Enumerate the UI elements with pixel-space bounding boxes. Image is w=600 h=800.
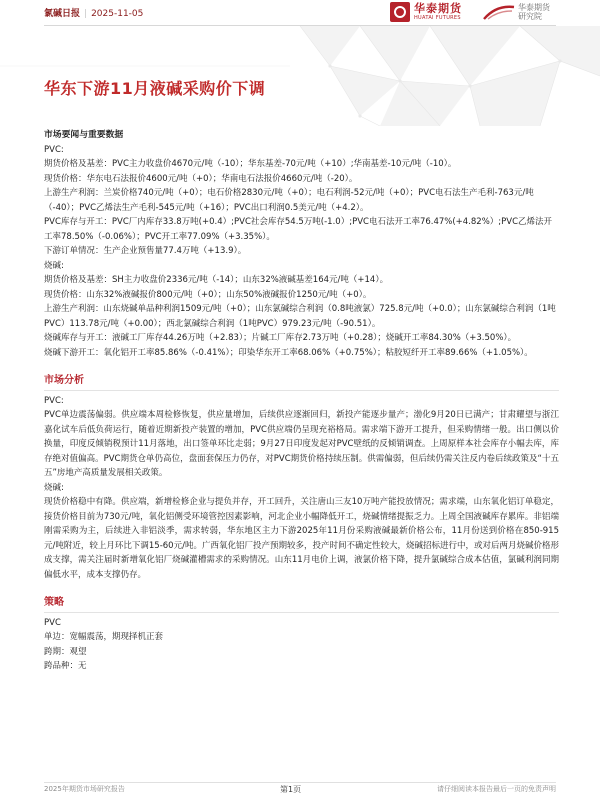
logo2-line2: 研究院 xyxy=(518,12,542,22)
page-title: 华东下游11月液碱采购价下调 xyxy=(44,79,266,98)
analysis-pvc-label: PVC: xyxy=(44,395,64,406)
report-header xyxy=(44,6,143,19)
strategy-line: 单边：宽幅震荡，期现择机正套 xyxy=(44,632,164,642)
market-news-caustic-line: 烧碱库存与开工：液碱工厂库存44.26万吨（+2.83）；片碱工厂库存2.73万吨（+0.28）；烧碱开工率84.30%（+3.50%）。 xyxy=(44,333,517,343)
report-name: 氯碱日报 xyxy=(44,9,81,19)
market-news-caustic-label: 烧碱: xyxy=(44,260,64,271)
market-news-pvc-line: 现货价格：华东电石法报价4600元/吨（+0）；华南电石法报价4660元/吨（-20）。 xyxy=(44,173,358,184)
analysis-caustic-label: 烧碱: xyxy=(44,482,64,493)
strategy-line: 跨期：观望 xyxy=(44,646,87,657)
market-news-pvc-line: 期货价格及基差：PVC主力收盘价4670元/吨（-10）；华东基差-70元/吨（+10）;华南基差-10元/吨（-10）。 xyxy=(44,159,457,169)
research-institute-logo xyxy=(482,3,550,21)
market-news-caustic-line: 现货价格：山东32%液碱报价800元/吨（+0）；山东50%液碱报价1250元/吨（+0）。 xyxy=(44,289,372,300)
logo-en-text: HUATAI FUTURES xyxy=(414,15,461,21)
market-news-pvc-label: PVC: xyxy=(44,144,64,155)
strategy-line: 跨品种：无 xyxy=(44,661,87,671)
market-news-caustic-line: 上游生产利润：山东烧碱单品种利润1509元/吨（+0）；山东氯碱综合利润（0.8吨液氯）725.8元/吨（+0.0）；山东氯碱综合利润（1吨PVC）113.78元/吨（+0.00）；西北氯碱综合利润（1吨PVC）979.23元/吨（-90.51）。 xyxy=(44,304,556,329)
market-news-caustic-line: 期货价格及基差：SH主力收盘价2336元/吨（-14）；山东32%液碱基差164元/吨（+14）。 xyxy=(44,275,389,285)
huatai-logo-icon xyxy=(390,2,410,22)
footer-divider xyxy=(44,782,556,783)
footer-disclaimer: 请仔细阅读本报告最后一页的免责声明 xyxy=(437,785,556,793)
market-news-pvc-line: PVC库存与开工：PVC厂内库存33.8万吨(+0.4）;PVC社会库存54.5万吨(-1.0）;PVC电石法开工率76.47%(+4.82%）;PVC乙烯法开工率78.50%（-0.06%）；PVC开工率77.09%（+3.35%）。 xyxy=(44,217,553,242)
analysis-caustic-paragraph: 现货价格稳中有降。供应端，新增检修企业与提负并存，开工回升，关注唐山三友10万吨产能投放情况；需求端，山东氧化铝订单稳定，接货价格目前为730元/吨，氧化铝侧受环境管控因素影响，河北企业小幅降低开工，烧碱情绪提振乏力。上周全国液碱库存累库。非铝端刚需采购为主，后续进入非铝淡季，需求转弱，华东地区主力下游2025年11月份采购液碱最新价格公布，11月份送到价格在850-915元/吨附近，较上月环比下调15-60元/吨。广西氧化铝厂投产预期较多，投产时间不确定性较大，烧碱招标进行中，或对后两月烧碱价格形成支撑，需关注届时新增氧化铝厂烧碱灌槽需求的采购情况。山东11月电价上调，液氯价格下降，提升氯碱综合成本估值，氯碱利润同期偏低水平，成本支撑仍存。 xyxy=(44,497,559,580)
page-number: 第1页 xyxy=(280,785,302,794)
strategy-pvc-label: PVC xyxy=(44,617,61,628)
market-news-pvc-line: 上游生产利润：兰炭价格740元/吨（+0）；电石价格2830元/吨（+0）；电石利润-52元/吨（+0）；PVC电石法生产毛利-763元/吨（-40）；PVC乙烯法生产毛利-545元/吨（+16）；PVC出口利润0.5美元/吨（+4.2）。 xyxy=(44,188,534,213)
report-body xyxy=(44,128,559,674)
logo-cn-text: 华泰期货 xyxy=(414,2,462,15)
market-news-heading: 市场要闻与重要数据 xyxy=(44,130,124,140)
analysis-pvc-paragraph: PVC单边震荡偏弱。供应端本周检修恢复，供应量增加，后续供应逐渐回归，新投产能逐步量产；渤化9月20日已满产；甘肃耀望与浙江嘉化试车后低负荷运行，随着近期新投产装置的增加，PVC供应端仍呈现充裕格局。需求端下游开工提升，但采购情绪一般。出口侧以价换量，印度反倾销税预计11月落地，出口签单环比走弱；9月27日印度发起对PVC壁纸的反倾销调查。上周原样本社会库存小幅去库，库存绝对值偏高。PVC期货仓单仍高位，盘面套保压力仍存，对PVC期货价格持续压制。供需偏弱，但后续仍需关注反内卷后续政策及“十五五”房地产高质量发展相关政策。 xyxy=(44,410,559,478)
swoosh-logo-icon xyxy=(482,3,516,21)
report-date: 2025-11-05 xyxy=(91,9,144,19)
header-separator: | xyxy=(84,9,88,19)
analysis-heading: 市场分析 xyxy=(44,374,559,391)
market-news-pvc-line: 下游订单情况：生产企业预售量77.4万吨（+13.9）。 xyxy=(44,246,247,256)
logo2-line1: 华泰期货 xyxy=(518,3,550,12)
market-news-caustic-line: 烧碱下游开工：氧化铝开工率85.86%（-0.41%）；印染华东开工率68.06%（+0.75%）；粘胶短纤开工率89.66%（+1.05%）。 xyxy=(44,347,533,358)
strategy-heading: 策略 xyxy=(44,596,559,613)
huatai-futures-logo xyxy=(390,2,462,22)
footer-report-name: 2025年期货市场研究报告 xyxy=(44,785,125,793)
